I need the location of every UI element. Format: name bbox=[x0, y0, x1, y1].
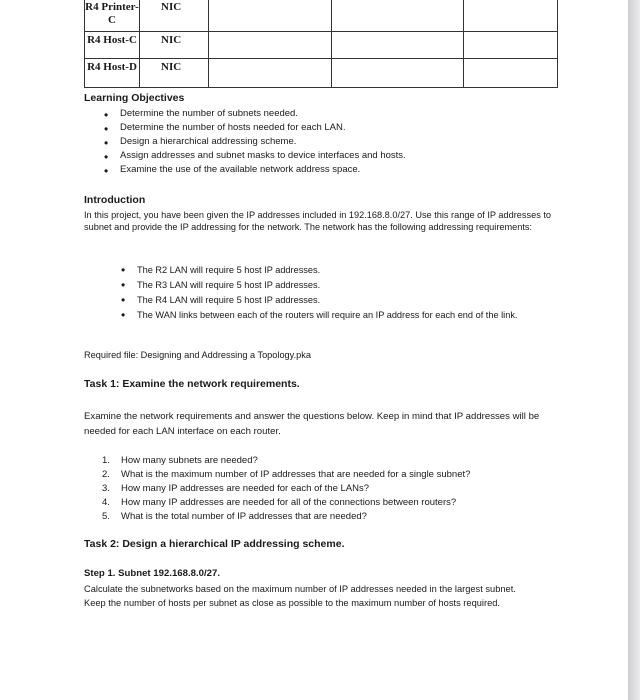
empty-cell bbox=[332, 59, 464, 88]
table-row bbox=[85, 0, 558, 32]
list-item bbox=[102, 454, 542, 468]
list-item bbox=[102, 510, 542, 524]
list-item: • The R2 LAN will require 5 host IP addresses. bbox=[119, 263, 539, 278]
empty-cell bbox=[332, 32, 464, 59]
question-text: What is the maximum number of IP addresses that are needed for a single subnet? bbox=[121, 469, 471, 480]
list-item: • Examine the use of the available network address space. bbox=[102, 164, 542, 178]
list-item: • The R4 LAN will require 5 host IP addresses. bbox=[119, 293, 539, 308]
interface-cell: NIC bbox=[140, 0, 209, 32]
learning-objectives-list bbox=[102, 108, 542, 178]
task1-questions-list bbox=[102, 454, 542, 524]
list-item: • The WAN links between each of the routers will require an IP address for each end of the link. bbox=[119, 308, 539, 322]
device-cell: R4 Printer-C bbox=[85, 0, 140, 32]
question-number: 3. bbox=[102, 483, 110, 494]
question-text: How many IP addresses are needed for all of the connections between routers? bbox=[121, 497, 457, 508]
step1-line: Keep the number of hosts per subnet as close as possible to the maximum number of hosts required. bbox=[84, 598, 500, 608]
addressing-requirements-list bbox=[119, 263, 539, 322]
list-item: • Determine the number of hosts needed for each LAN. bbox=[102, 122, 542, 136]
question-text: What is the total number of IP addresses that are needed? bbox=[121, 511, 367, 522]
list-item: • The R3 LAN will require 5 host IP addresses. bbox=[119, 278, 539, 293]
page-edge bbox=[628, 0, 640, 700]
empty-cell bbox=[332, 0, 464, 32]
task1-heading: Task 1: Examine the network requirements. bbox=[84, 378, 300, 390]
question-text: How many IP addresses are needed for each of the LANs? bbox=[121, 483, 370, 494]
learning-objectives-heading: Learning Objectives bbox=[84, 92, 185, 104]
question-number: 1. bbox=[102, 455, 110, 466]
device-cell: R4 Host-D bbox=[85, 59, 140, 88]
step1-heading: Step 1. Subnet 192.168.8.0/27. bbox=[84, 568, 220, 579]
step1-line: Calculate the subnetworks based on the maximum number of IP addresses needed in the largest subnet. bbox=[84, 584, 516, 594]
interface-cell: NIC bbox=[140, 32, 209, 59]
task1-paragraph: Examine the network requirements and answer the questions below. Keep in mind that IP addresses will be needed for each LAN interface on each router. bbox=[84, 411, 540, 437]
required-file-text: Required file: Designing and Addressing a Topology.pka bbox=[84, 350, 311, 360]
question-number: 2. bbox=[102, 469, 110, 480]
empty-cell bbox=[464, 32, 558, 59]
device-interface-table bbox=[84, 0, 558, 88]
introduction-paragraph: In this project, you have been given the IP addresses included in 192.168.8.0/27. Use this range of IP addresses to subnet and provide the IP addressing for the network. The network has the following addressing requirements: bbox=[84, 210, 551, 232]
list-item: • Determine the number of subnets needed. bbox=[102, 108, 542, 122]
list-item: • Assign addresses and subnet masks to device interfaces and hosts. bbox=[102, 150, 542, 164]
task2-heading: Task 2: Design a hierarchical IP addressing scheme. bbox=[84, 538, 345, 550]
empty-cell bbox=[464, 59, 558, 88]
table-row bbox=[85, 59, 558, 88]
question-number: 4. bbox=[102, 497, 110, 508]
list-item bbox=[102, 496, 542, 510]
question-text: How many subnets are needed? bbox=[121, 455, 258, 466]
empty-cell bbox=[209, 59, 332, 88]
table-row bbox=[85, 32, 558, 59]
step1-text bbox=[84, 582, 564, 610]
question-number: 5. bbox=[102, 511, 110, 522]
device-cell: R4 Host-C bbox=[85, 32, 140, 59]
list-item bbox=[102, 482, 542, 496]
list-item bbox=[102, 468, 542, 482]
interface-cell: NIC bbox=[140, 59, 209, 88]
empty-cell bbox=[464, 0, 558, 32]
empty-cell bbox=[209, 32, 332, 59]
empty-cell bbox=[209, 0, 332, 32]
list-item: • Design a hierarchical addressing scheme. bbox=[102, 136, 542, 150]
introduction-heading: Introduction bbox=[84, 194, 146, 206]
